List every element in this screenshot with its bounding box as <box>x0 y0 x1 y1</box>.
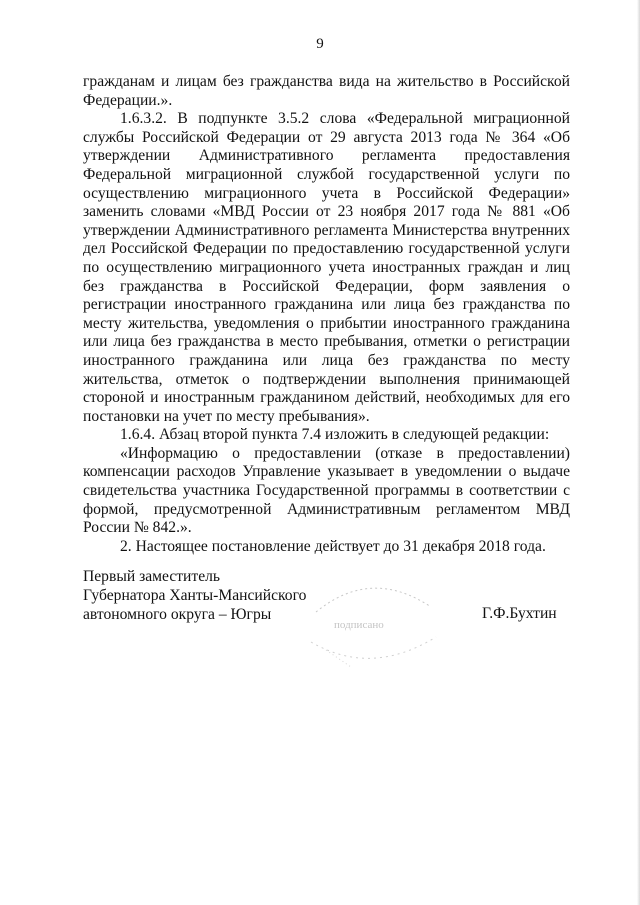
signatory-name: Г.Ф.Бухтин <box>482 605 557 622</box>
signatory-title-line: Первый заместитель <box>83 568 221 585</box>
signatory-title <box>83 567 306 624</box>
page-number: 9 <box>316 36 324 52</box>
paragraph-continuation: гражданам и лицам без гражданства вида на жительство в Российской Федерации.». <box>83 73 570 109</box>
paragraph-quote: «Информацию о предоставлении (отказе в предоставлении) компенсации расходов Управление указывает в уведомлении о выдаче свидетельства участника Государственной программы в соответствии с формой, предусмотренной Административным регламентом МВД России № 842.». <box>83 444 570 537</box>
faint-stamp <box>296 572 446 672</box>
signatory-title-line: Губернатора Ханты-Мансийского <box>83 587 307 604</box>
paragraph-2: 2. Настоящее постановление действует до 31 декабря 2018 года. <box>120 537 546 555</box>
paragraph-1-6-4: 1.6.4. Абзац второй пункта 7.4 изложить в следующей редакции: <box>120 426 550 444</box>
document-body <box>83 73 570 556</box>
signatory-title-line: автономного округа – Югры <box>83 606 272 623</box>
paragraph-1-6-3-2: 1.6.3.2. В подпункте 3.5.2 слова «Федеральной миграционной службы Российской Федерации от 29 августа 2013 года № 364 «Об утверждении Административного регламента предоставления Федеральной миграционной службой государственной услуги по осуществлению миграционного учета в Российской Федерации» заменить словами «МВД России от 23 ноября 2017 года № 881 «Об утверждении Административного регламента Министерства внутренних дел Российской Федерации по предоставлению государственной услуги по осуществлению миграционного учета иностранных граждан и лиц без гражданства в Российской Федерации, форм заявления о регистрации иностранного гражданина или лица без гражданства по месту жительства, уведомления о прибытии иностранного гражданина или лица без гражданства в место пребывания, отметки о регистрации иностранного гражданина или лица без гражданства по месту жительства, отметок о подтверждении выполнения принимающей стороной и иностранным гражданином действий, необходимых для его постановки на учет по месту пребывания». <box>83 110 570 425</box>
stamp-text: подписано <box>334 619 384 631</box>
